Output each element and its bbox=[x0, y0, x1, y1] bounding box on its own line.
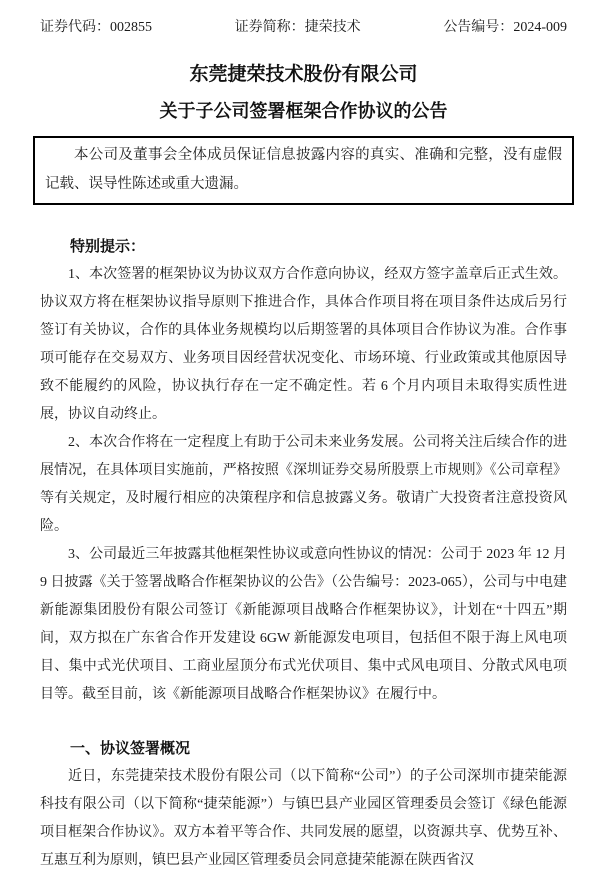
announcement-title: 关于子公司签署框架合作协议的公告 bbox=[159, 101, 448, 121]
stock-name-label: 证券简称： bbox=[234, 20, 305, 35]
company-name-title: 东莞捷荣技术股份有限公司 bbox=[189, 64, 418, 85]
stock-name-value: 捷荣技术 bbox=[304, 20, 361, 35]
special-notice-heading: 特别提示： bbox=[70, 238, 146, 255]
stock-code bbox=[40, 16, 152, 40]
announcement-number-value: 2024-009 bbox=[513, 20, 567, 35]
special-notice-item-1: 1、本次签署的框架协议为协议双方合作意向协议，经双方签字盖章后正式生效。协议双方将在框架协议指导原则下推进合作，具体合作项目将在项目条件达成后另行签订有关协议，合作的具体业务规模均以后期签署的具体项目合作协议为准。合作事项可能存在交易双方、业务项目因经营状况变化、市场环境、行业政策或其他原因导致不能履约的风险，协议执行存在一定不确定性。若 6 个月内项目未取得实质性进展，协议自动终止。 bbox=[40, 267, 567, 422]
disclaimer-box bbox=[33, 136, 574, 205]
disclaimer-text: 本公司及董事会全体成员保证信息披露内容的真实、准确和完整，没有虚假记载、误导性陈述或重大遗漏。 bbox=[45, 147, 562, 192]
stock-code-value: 002855 bbox=[110, 20, 152, 35]
stock-name bbox=[235, 16, 361, 40]
special-notice-item-2: 2、本次合作将在一定程度上有助于公司未来业务发展。公司将关注后续合作的进展情况，在具体项目实施前，严格按照《深圳证券交易所股票上市规则》《公司章程》等有关规定，及时履行相应的决策程序和信息披露义务。敬请广大投资者注意投资风险。 bbox=[40, 435, 567, 534]
special-notice-item-3: 3、公司最近三年披露其他框架性协议或意向性协议的情况：公司于 2023 年 12 月 9 日披露《关于签署战略合作框架协议的公告》（公告编号：2023-065），公司与中电建新能源集团股份有限公司签订《新能源项目战略合作框架协议》，计划在“十四五”期间，双方拟在广东省合作开发建设 6GW 新能源发电项目，包括但不限于海上风电项目、集中式光伏项目、工商业屋顶分布式光伏项目、集中式风电项目、分散式风电项目等。截至目前，该《新能源项目战略合作框架协议》在履行中。 bbox=[40, 547, 567, 702]
document-header bbox=[40, 16, 567, 40]
stock-code-label: 证券代码： bbox=[40, 20, 110, 35]
section-1-heading: 一、协议签署概况 bbox=[70, 740, 191, 757]
announcement-number bbox=[443, 16, 567, 40]
announcement-number-label: 公告编号： bbox=[443, 20, 514, 35]
section-1-paragraph: 近日，东莞捷荣技术股份有限公司（以下简称“公司”）的子公司深圳市捷荣能源科技有限公司（以下简称“捷荣能源”）与镇巴县产业园区管理委员会签订《绿色能源项目框架合作协议》。双方本着平等合作、共同发展的愿望，以资源共享、优势互补、互惠互利为原则，镇巴县产业园区管理委员会同意捷荣能源在陕西省汉 bbox=[40, 769, 567, 868]
